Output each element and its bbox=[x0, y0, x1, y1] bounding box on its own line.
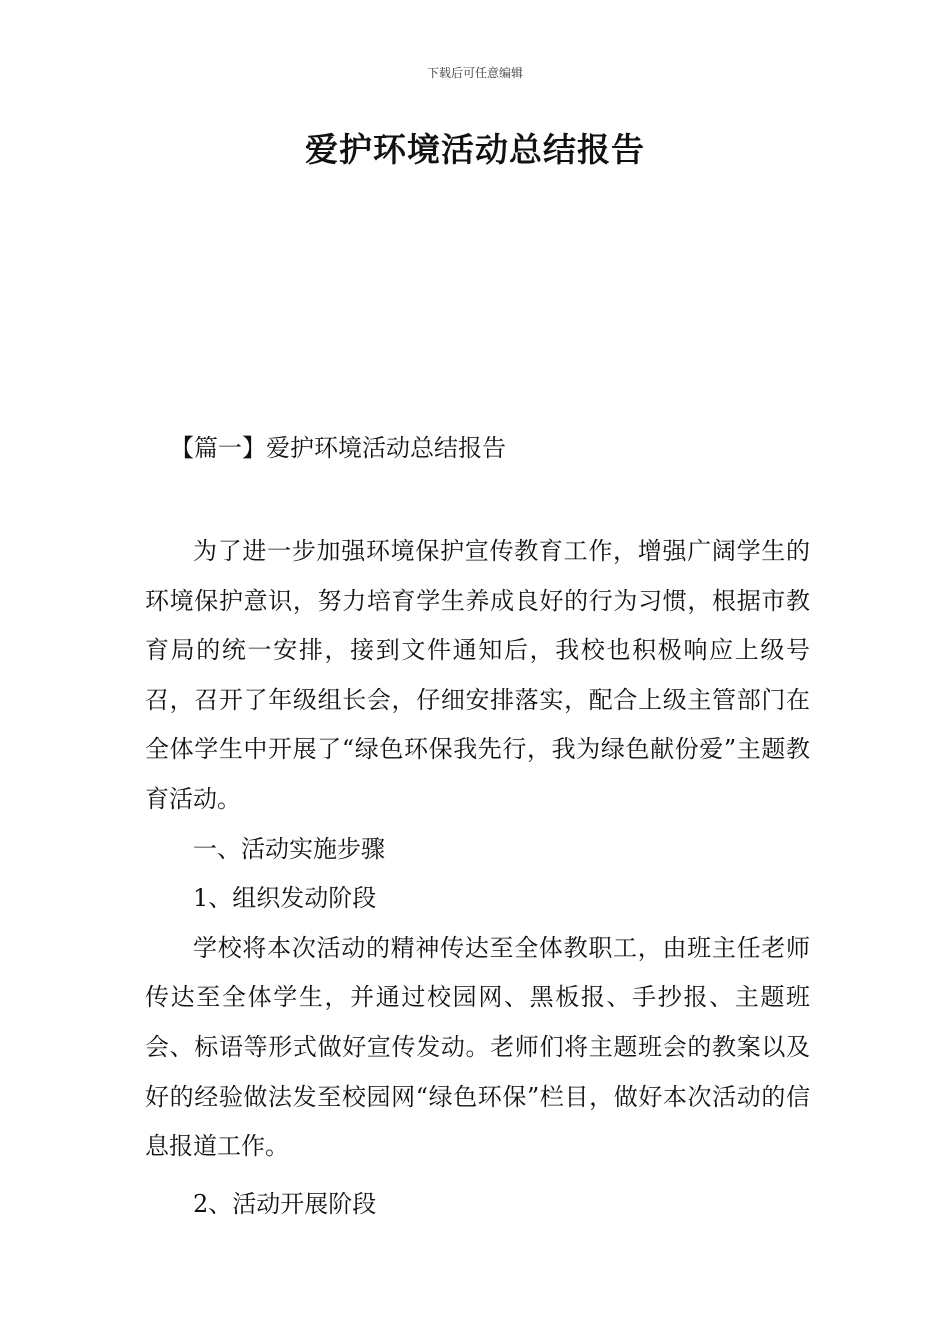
subheading-steps: 一、活动实施步骤 bbox=[193, 834, 385, 863]
paragraph-intro: 为了进一步加强环境保护宣传教育工作，增强广阔学生的环境保护意识，努力培育学生养成良好的行为习惯，根据市教育局的统一安排，接到文件通知后，我校也积极响应上级号召，召开了年级组长会，仔细安排落实，配合上级主管部门在全体学生中开展了“绿色环保我先行，我为绿色献份爱”主题教育活动。 bbox=[145, 537, 810, 813]
document-body bbox=[145, 527, 810, 1229]
document-title: 爱护环境活动总结报告 bbox=[305, 130, 645, 169]
paragraph-mobilization: 学校将本次活动的精神传达至全体教职工，由班主任老师传达至全体学生，并通过校园网、黑板报、手抄报、主题班会、标语等形式做好宣传发动。老师们将主题班会的教案以及好的经验做法发至校园网“绿色环保”栏目，做好本次活动的信息报道工作。 bbox=[145, 933, 810, 1161]
subheading-mobilization: 1、组织发动阶段 bbox=[193, 884, 377, 913]
section-heading: 【篇一】爱护环境活动总结报告 bbox=[170, 434, 506, 462]
header-note: 下载后可任意编辑 bbox=[426, 66, 523, 80]
subheading-activity: 2、活动开展阶段 bbox=[193, 1189, 377, 1218]
